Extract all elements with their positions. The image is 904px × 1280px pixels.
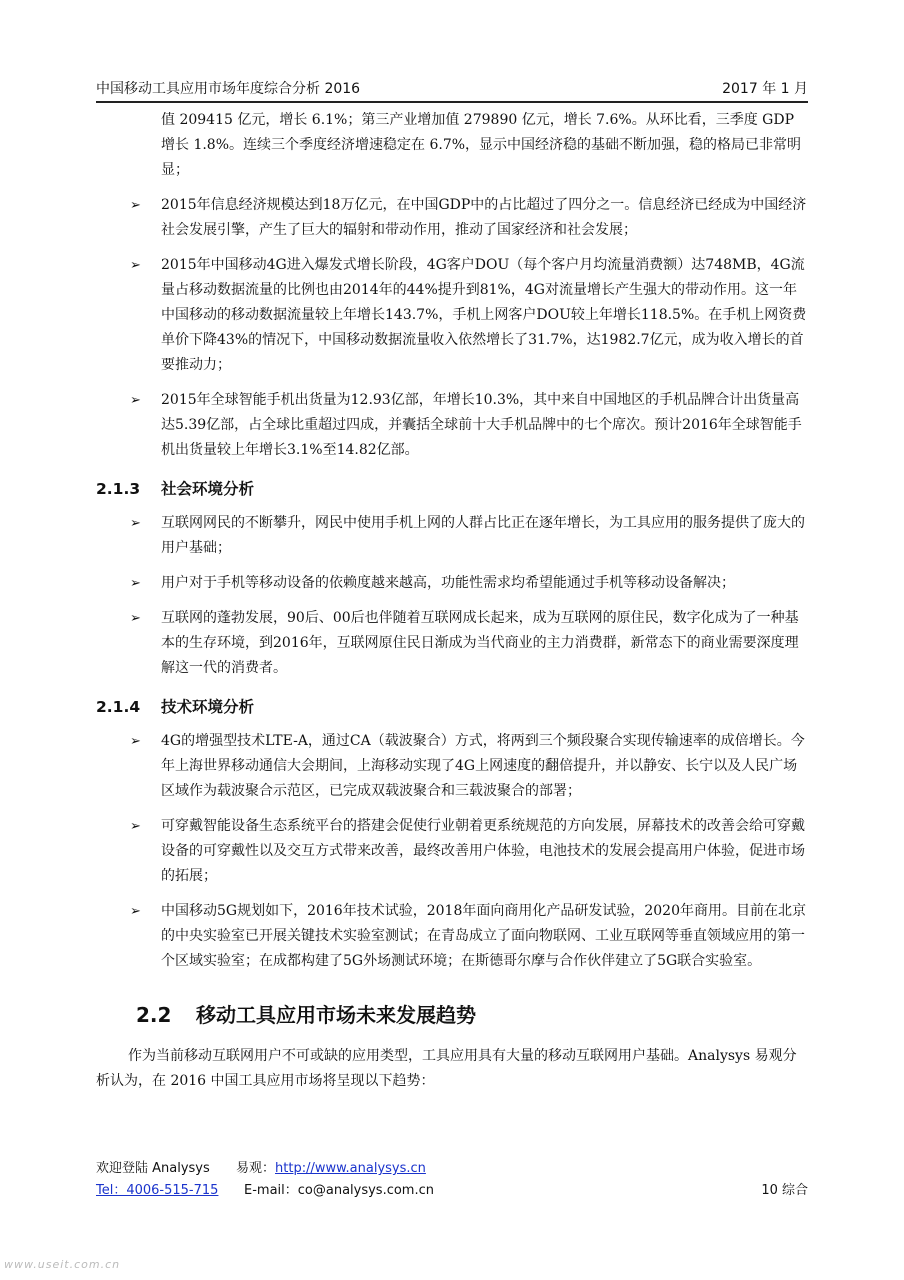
- list-item-text: 4G的增强型技术LTE-A，通过CA（载波聚合）方式，将两到三个频段聚合实现传输速率的成倍增长。今年上海世界移动通信大会期间，上海移动实现了4G上网速度的翻倍提升，并以静安、长宁以及人民广场区域作为载波聚合示范区，已完成双载波聚合和三载波聚合的部署；: [161, 733, 805, 799]
- list-item-text: 互联网的蓬勃发展，90后、00后也伴随着互联网成长起来，成为互联网的原住民，数字化成为了一种基本的生存环境，到2016年，互联网原住民日渐成为当代商业的主力消费群，新常态下的商业需要深度理解这一代的消费者。: [161, 610, 799, 676]
- list-item: [96, 606, 808, 681]
- arrow-bullet-icon: ➢: [130, 819, 141, 834]
- list-item-text: 2015年中国移动4G进入爆发式增长阶段，4G客户DOU（每个客户月均流量消费额）达748MB，4G流量占移动数据流量的比例也由2014年的44%提升到81%，4G对流量增长产生强大的带动作用。这一年中国移动的移动数据流量较上年增长143.7%，手机上网客户DOU较上年增长118.5%。在手机上网资费单价下降43%的情况下，中国移动数据流量收入依然增长了31.7%，达1982.7亿元，成为收入增长的首要推动力；: [161, 257, 807, 373]
- section-heading-tech: [96, 695, 808, 719]
- section-title: 社会环境分析: [161, 480, 255, 498]
- list-item-text: 2015年全球智能手机出货量为12.93亿部，年增长10.3%，其中来自中国地区的手机品牌合计出货量高达5.39亿部，占全球比重超过四成，并囊括全球前十大手机品牌中的七个席次。预计2016年全球智能手机出货量较上年增长3.1%至14.82亿部。: [161, 392, 802, 458]
- list-item-text: 中国移动5G规划如下，2016年技术试验，2018年面向商用化产品研发试验，2020年商用。目前在北京的中央实验室已开展关键技术实验室测试；在青岛成立了面向物联网、工业互联网等垂直领域应用的第一个区域实验室；在成都构建了5G外场测试环境；在斯德哥尔摩与合作伙伴建立了5G联合实验室。: [161, 903, 806, 969]
- list-item: [96, 388, 808, 463]
- section-title: 技术环境分析: [161, 698, 255, 716]
- watermark-text: www.useit.com.cn: [4, 1258, 121, 1271]
- footer-email: E-mail：co@analysys.com.cn: [244, 1183, 434, 1198]
- arrow-bullet-icon: ➢: [130, 258, 141, 273]
- list-item: [96, 814, 808, 889]
- section-number: 2.1.3: [96, 480, 141, 498]
- list-item-text: 可穿戴智能设备生态系统平台的搭建会促使行业朝着更系统规范的方向发展，屏幕技术的改善会给可穿戴设备的可穿戴性以及交互方式带来改善，最终改善用户体验，电池技术的发展会提高用户体验，促进市场的拓展；: [161, 818, 805, 884]
- arrow-bullet-icon: ➢: [130, 611, 141, 626]
- page-header: [96, 78, 808, 100]
- header-date: 2017 年 1 月: [722, 81, 808, 97]
- intro-paragraph: 作为当前移动互联网用户不可或缺的应用类型，工具应用具有大量的移动互联网用户基础。Analysys 易观分析认为，在 2016 中国工具应用市场将呈现以下趋势：: [96, 1048, 797, 1089]
- section-heading-social: [96, 477, 808, 501]
- arrow-bullet-icon: ➢: [130, 393, 141, 408]
- header-divider: [96, 101, 808, 103]
- footer-welcome: 欢迎登陆 Analysys: [96, 1161, 210, 1176]
- arrow-bullet-icon: ➢: [130, 904, 141, 919]
- arrow-bullet-icon: ➢: [130, 576, 141, 591]
- page-number: 10 综合: [761, 1183, 808, 1198]
- list-item: [96, 193, 808, 243]
- header-title: 中国移动工具应用市场年度综合分析 2016: [96, 81, 361, 97]
- list-item: [96, 729, 808, 804]
- list-item-text: 互联网网民的不断攀升，网民中使用手机上网的人群占比正在逐年增长，为工具应用的服务提供了庞大的用户基础；: [161, 515, 805, 556]
- section-number: 2.2: [136, 1003, 172, 1027]
- section-heading-trends: [96, 1000, 808, 1030]
- list-item-text: 用户对于手机等移动设备的依赖度越来越高，功能性需求均希望能通过手机等移动设备解决；: [161, 575, 735, 591]
- arrow-bullet-icon: ➢: [130, 516, 141, 531]
- list-item: [96, 571, 808, 596]
- footer-yiguan-label: 易观：: [236, 1161, 276, 1176]
- arrow-bullet-icon: ➢: [130, 198, 141, 213]
- footer-website-link[interactable]: http://www.analysys.cn: [275, 1161, 426, 1176]
- list-item: [96, 511, 808, 561]
- list-item-text: 2015年信息经济规模达到18万亿元，在中国GDP中的占比超过了四分之一。信息经济已经成为中国经济社会发展引擎，产生了巨大的辐射和带动作用，推动了国家经济和社会发展；: [161, 197, 807, 238]
- footer-tel-link[interactable]: Tel：4006-515-715: [96, 1183, 219, 1198]
- page-footer: [96, 1158, 808, 1202]
- page-body: [96, 108, 808, 1094]
- list-item: [96, 899, 808, 974]
- arrow-bullet-icon: ➢: [130, 734, 141, 749]
- continued-paragraph: 值 209415 亿元，增长 6.1%；第三产业增加值 279890 亿元，增长 7.6%。从环比看，三季度 GDP 增长 1.8%。连续三个季度经济增速稳定在 6.7%，显示中国经济稳的基础不断加强，稳的格局已非常明显；: [161, 112, 802, 178]
- section-title: 移动工具应用市场未来发展趋势: [196, 1003, 476, 1027]
- list-item: [96, 253, 808, 378]
- section-number: 2.1.4: [96, 698, 141, 716]
